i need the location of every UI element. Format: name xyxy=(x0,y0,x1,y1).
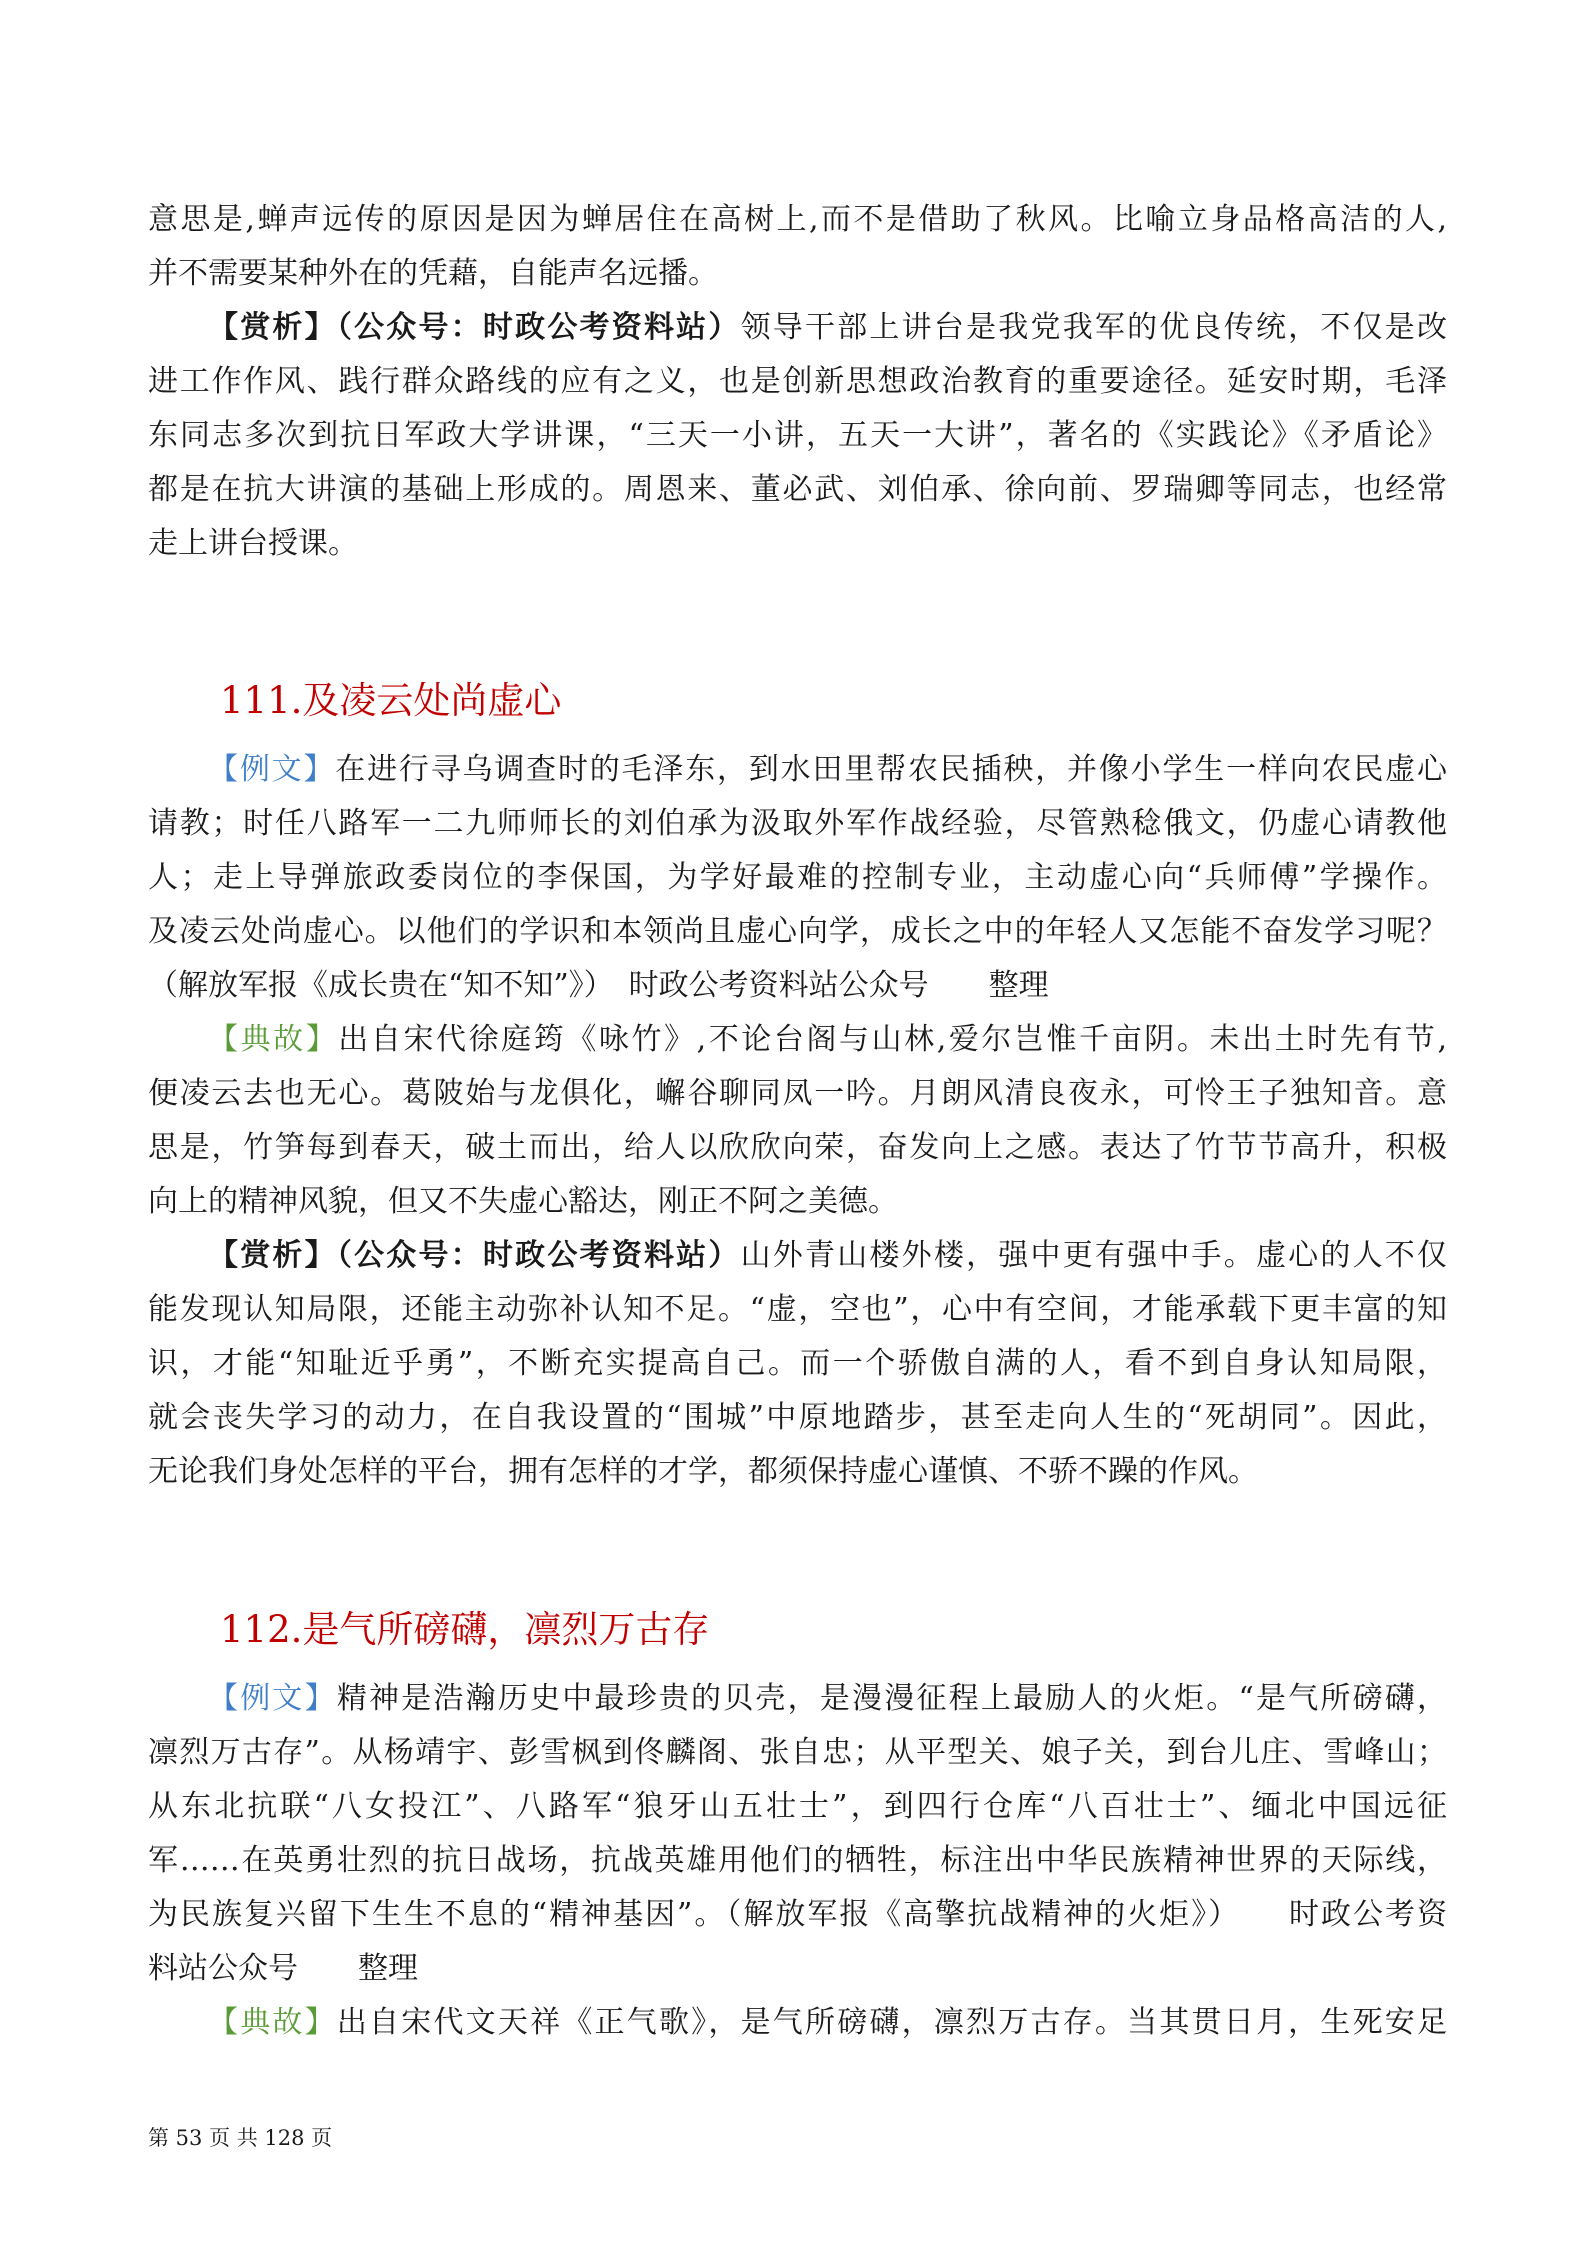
text-line xyxy=(148,851,1447,905)
line-text: 从东北抗联“八女投江”、八路军“狼牙山五壮士”，到四行仓库“八百壮士”、缅北中国远征 xyxy=(148,1789,1447,1824)
line-text: 并不需要某种外在的凭藉，自能声名远播。 xyxy=(148,256,718,291)
line-text: 意思是,蝉声远传的原因是因为蝉居住在高树上,而不是借助了秋风。比喻立身品格高洁的人, xyxy=(148,202,1447,237)
line-text: 领导干部上讲台是我党我军的优良传统，不仅是改 xyxy=(740,310,1447,345)
text-line xyxy=(148,1229,1447,1283)
example-label: 【例文】 xyxy=(208,752,336,787)
example-label: 【例文】 xyxy=(208,1681,337,1716)
line-text: 无论我们身处怎样的平台，拥有怎样的才学，都须保持虚心谨慎、不骄不躁的作风。 xyxy=(148,1454,1258,1489)
line-text: 就会丧失学习的动力，在自我设置的“围城”中原地踏步，甚至走向人生的“死胡同”。因此， xyxy=(148,1400,1447,1435)
line-text: 进工作作风、践行群众路线的应有之义，也是创新思想政治教育的重要途径。延安时期，毛泽 xyxy=(148,364,1447,399)
text-line xyxy=(148,959,1447,1013)
line-text: 出自宋代徐庭筠《咏竹》,不论台阁与山林,爱尔岂惟千亩阴。未出土时先有节, xyxy=(338,1022,1447,1057)
text-line xyxy=(148,193,1447,247)
text-line xyxy=(148,1726,1447,1780)
text-line xyxy=(148,1283,1447,1337)
line-text: 凛烈万古存”。从杨靖宇、彭雪枫到佟麟阁、张自忠；从平型关、娘子关，到台儿庄、雪峰山； xyxy=(148,1735,1447,1770)
line-text: （解放军报《成长贵在“知不知”》） 时政公考资料站公众号 整理 xyxy=(148,968,1049,1003)
text-line xyxy=(148,355,1447,409)
line-text: 军……在英勇壮烈的抗日战场，抗战英雄用他们的牺牲，标注出中华民族精神世界的天际线， xyxy=(148,1843,1447,1878)
text-line xyxy=(148,1996,1447,2050)
line-text: 人；走上导弹旅政委岗位的李保国，为学好最难的控制专业，主动虚心向“兵师傅”学操作。 xyxy=(148,860,1447,895)
line-text: 出自宋代文天祥《正气歌》，是气所磅礴，凛烈万古存。当其贯日月，生死安足 xyxy=(336,2005,1447,2040)
text-line xyxy=(148,1888,1447,1942)
line-text: 山外青山楼外楼，强中更有强中手。虚心的人不仅 xyxy=(740,1238,1447,1273)
text-line xyxy=(148,1942,1447,1996)
allusion-label: 【典故】 xyxy=(208,1022,339,1057)
page-footer: 第 53 页 共 128 页 xyxy=(148,2126,333,2150)
text-line xyxy=(148,1337,1447,1391)
text-line xyxy=(148,1175,1447,1229)
line-text: 料站公众号 整理 xyxy=(148,1951,418,1986)
text-line xyxy=(148,1067,1447,1121)
entry-112-body xyxy=(148,1672,1447,2050)
text-line xyxy=(148,797,1447,851)
line-text: 向上的精神风貌，但又不失虚心豁达，刚正不阿之美德。 xyxy=(148,1184,898,1219)
line-text: 思是，竹笋每到春天，破土而出，给人以欣欣向荣，奋发向上之感。表达了竹节节高升，积极 xyxy=(148,1130,1447,1165)
text-line xyxy=(148,517,1447,571)
appreciation-label: 【赏析】（公众号：时政公考资料站） xyxy=(208,1238,741,1273)
line-text: 东同志多次到抗日军政大学讲课，“三天一小讲，五天一大讲”，著名的《实践论》《矛盾论》 xyxy=(148,418,1447,453)
text-line xyxy=(148,1672,1447,1726)
line-text: 为民族复兴留下生生不息的“精神基因”。（解放军报《高擎抗战精神的火炬》） 时政公考资 xyxy=(148,1897,1447,1932)
entry-111-body xyxy=(148,743,1447,1499)
text-line xyxy=(148,463,1447,517)
line-text: 请教；时任八路军一二九师师长的刘伯承为汲取外军作战经验，尽管熟稔俄文，仍虚心请教他 xyxy=(148,806,1447,841)
text-line xyxy=(148,1780,1447,1834)
line-text: 精神是浩瀚历史中最珍贵的贝壳，是漫漫征程上最励人的火炬。“是气所磅礴， xyxy=(336,1681,1447,1716)
text-line xyxy=(148,1445,1447,1499)
text-line xyxy=(148,905,1447,959)
text-line xyxy=(148,1121,1447,1175)
text-line xyxy=(148,743,1447,797)
line-text: 便凌云去也无心。葛陂始与龙俱化，嶰谷聊同凤一吟。月朗风清良夜永，可怜王子独知音。意 xyxy=(148,1076,1447,1111)
text-line xyxy=(148,247,1447,301)
appreciation-label: 【赏析】（公众号：时政公考资料站） xyxy=(208,310,741,345)
line-text: 在进行寻乌调查时的毛泽东，到水田里帮农民插秧，并像小学生一样向农民虚心 xyxy=(335,752,1447,787)
line-text: 都是在抗大讲演的基础上形成的。周恩来、董必武、刘伯承、徐向前、罗瑞卿等同志，也经常 xyxy=(148,472,1447,507)
line-text: 能发现认知局限，还能主动弥补认知不足。“虚，空也”，心中有空间，才能承载下更丰富的知 xyxy=(148,1292,1447,1327)
entry-heading: 111.及凌云处尚虚心 xyxy=(220,679,562,722)
text-line xyxy=(148,1391,1447,1445)
intro-section xyxy=(148,193,1447,571)
line-text: 识，才能“知耻近乎勇”，不断充实提高自己。而一个骄傲自满的人，看不到自身认知局限， xyxy=(148,1346,1447,1381)
text-line xyxy=(148,1013,1447,1067)
text-line xyxy=(148,301,1447,355)
allusion-label: 【典故】 xyxy=(208,2005,337,2040)
text-line xyxy=(148,409,1447,463)
text-line xyxy=(148,1834,1447,1888)
line-text: 走上讲台授课。 xyxy=(148,526,358,561)
line-text: 及凌云处尚虚心。以他们的学识和本领尚且虚心向学，成长之中的年轻人又怎能不奋发学习呢？ xyxy=(148,914,1447,949)
entry-heading: 112.是气所磅礴，凛烈万古存 xyxy=(220,1608,710,1651)
